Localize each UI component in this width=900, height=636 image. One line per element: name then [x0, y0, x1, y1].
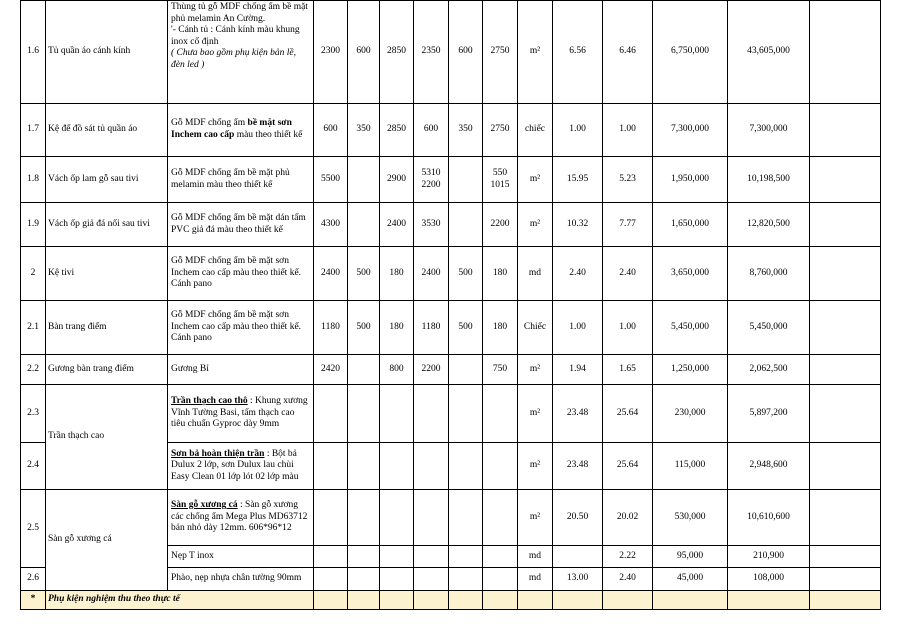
item-name: Gương bàn trang điểm	[46, 355, 168, 385]
notes-cell	[810, 443, 881, 490]
quantity-cell: 10.32	[553, 203, 603, 247]
unit-cell: m²	[518, 385, 553, 443]
dimension-cell: 180	[380, 247, 414, 301]
description-heading: Sơn bả hoàn thiện trần	[171, 448, 265, 459]
dimension-cell	[449, 546, 483, 568]
total-cell: 12,820,500	[728, 203, 810, 247]
dimension-cell	[348, 568, 380, 591]
dimension-cell: 2200	[414, 355, 449, 385]
dimension-cell: 2400	[380, 203, 414, 247]
dimension-cell	[380, 443, 414, 490]
table-row	[21, 385, 881, 443]
notes-cell	[810, 1, 881, 104]
dimension-cell	[348, 203, 380, 247]
footer-cell	[483, 591, 518, 610]
footer-cell	[728, 591, 810, 610]
total-cell: 2,062,500	[728, 355, 810, 385]
dimension-cell	[483, 443, 518, 490]
unit-cell: m²	[518, 203, 553, 247]
total-cell: 210,900	[728, 546, 810, 568]
total-cell: 5,897,200	[728, 385, 810, 443]
dimension-cell	[449, 385, 483, 443]
dimension-cell: 350	[449, 104, 483, 157]
table-row	[21, 157, 881, 203]
unit-cell: m²	[518, 355, 553, 385]
dimension-cell: 350	[348, 104, 380, 157]
dimension-cell: 2350	[414, 1, 449, 104]
table-row	[21, 301, 881, 355]
quantity-cell: 25.64	[603, 443, 653, 490]
item-description	[168, 490, 314, 546]
item-description	[168, 104, 314, 157]
dimension-cell: 2400	[414, 247, 449, 301]
dimension-cell	[483, 385, 518, 443]
table-row	[21, 247, 881, 301]
item-number: 1.7	[21, 104, 46, 157]
item-description: Gỗ MDF chống ẩm bề mặt sơn Inchem cao cấp màu theo thiết kế. Cánh pano	[168, 247, 314, 301]
dimension-cell	[380, 385, 414, 443]
dimension-cell: 2750	[483, 104, 518, 157]
dimension-cell	[483, 490, 518, 546]
dimension-cell: 500	[348, 247, 380, 301]
unit-cell: chiếc	[518, 104, 553, 157]
notes-cell	[810, 546, 881, 568]
unit-cell: Chiếc	[518, 301, 553, 355]
total-cell: 43,605,000	[728, 1, 810, 104]
footer-cell	[553, 591, 603, 610]
total-cell: 5,450,000	[728, 301, 810, 355]
unit-cell: m²	[518, 1, 553, 104]
table-row	[21, 490, 881, 546]
dimension-cell: 600	[314, 104, 348, 157]
footer-cell	[380, 591, 414, 610]
notes-cell	[810, 490, 881, 546]
quantity-cell: 7.77	[603, 203, 653, 247]
footer-cell	[810, 591, 881, 610]
item-name: Vách ốp lam gỗ sau tivi	[46, 157, 168, 203]
notes-cell	[810, 203, 881, 247]
quantity-cell	[553, 546, 603, 568]
dimension-cell	[449, 157, 483, 203]
description-text: màu theo thiết kế	[234, 130, 303, 140]
dimension-cell	[314, 443, 348, 490]
total-cell: 10,198,500	[728, 157, 810, 203]
footer-cell	[449, 591, 483, 610]
description-text: Gỗ MDF chống ẩm	[171, 118, 248, 129]
item-description: Nẹp T inox	[168, 546, 314, 568]
unit-price-cell: 3,650,000	[653, 247, 728, 301]
notes-cell	[810, 157, 881, 203]
footer-row	[21, 591, 881, 610]
table-row	[21, 104, 881, 157]
notes-cell	[810, 104, 881, 157]
dimension-cell	[414, 546, 449, 568]
dimension-cell	[314, 546, 348, 568]
dimension-cell	[348, 443, 380, 490]
table-row	[21, 1, 881, 104]
dimension-cell: 500	[348, 301, 380, 355]
unit-price-cell: 45,000	[653, 568, 728, 591]
item-name: Vách ốp giả đá nối sau tivi	[46, 203, 168, 247]
dimension-cell	[380, 568, 414, 591]
quantity-cell: 1.00	[553, 301, 603, 355]
quantity-cell: 1.00	[553, 104, 603, 157]
notes-cell	[810, 385, 881, 443]
dimension-cell: 180	[483, 301, 518, 355]
unit-price-cell: 95,000	[653, 546, 728, 568]
item-number: 2.6	[21, 568, 46, 591]
table-row	[21, 355, 881, 385]
dimension-cell: 800	[380, 355, 414, 385]
quantity-cell: 23.48	[553, 443, 603, 490]
dimension-cell: 180	[380, 301, 414, 355]
item-name: Bàn trang điểm	[46, 301, 168, 355]
dimension-cell: 2900	[380, 157, 414, 203]
quantity-cell: 25.64	[603, 385, 653, 443]
footer-cell	[518, 591, 553, 610]
quantity-cell: 1.00	[603, 301, 653, 355]
dimension-cell	[314, 385, 348, 443]
unit-price-cell: 115,000	[653, 443, 728, 490]
footer-note: Phụ kiện nghiệm thu theo thực tế	[46, 591, 314, 610]
quotation-table	[20, 0, 881, 610]
dimension-cell	[414, 490, 449, 546]
dimension-cell	[414, 568, 449, 591]
dimension-cell: 1180	[414, 301, 449, 355]
item-description: Gỗ MDF chống ẩm bề mặt phủ melamin màu theo thiết kế	[168, 157, 314, 203]
quantity-cell: 13.00	[553, 568, 603, 591]
item-number: 2.3	[21, 385, 46, 443]
notes-cell	[810, 568, 881, 591]
dimension-cell	[348, 490, 380, 546]
unit-cell: md	[518, 568, 553, 591]
unit-price-cell: 1,950,000	[653, 157, 728, 203]
dimension-cell	[314, 568, 348, 591]
dimension-cell	[414, 157, 449, 203]
notes-cell	[810, 301, 881, 355]
quantity-cell: 1.65	[603, 355, 653, 385]
item-number: 2.5	[21, 490, 46, 568]
unit-price-cell: 5,450,000	[653, 301, 728, 355]
unit-cell: md	[518, 546, 553, 568]
footer-cell	[653, 591, 728, 610]
dimension-line: 5310	[421, 167, 441, 178]
dimension-cell: 2850	[380, 104, 414, 157]
dimension-line: 550	[492, 167, 508, 178]
dimension-cell: 500	[449, 247, 483, 301]
dimension-cell: 2300	[314, 1, 348, 104]
dimension-cell	[449, 203, 483, 247]
quantity-cell: 15.95	[553, 157, 603, 203]
item-description	[168, 385, 314, 443]
dimension-cell	[314, 490, 348, 546]
item-description: Phào, nẹp nhựa chân tường 90mm	[168, 568, 314, 591]
notes-cell	[810, 355, 881, 385]
total-cell: 7,300,000	[728, 104, 810, 157]
dimension-cell	[380, 546, 414, 568]
unit-price-cell: 1,650,000	[653, 203, 728, 247]
dimension-cell	[348, 157, 380, 203]
item-description: Gỗ MDF chống ẩm bề mặt sơn Inchem cao cấp màu theo thiết kế. Cánh pano	[168, 301, 314, 355]
quantity-cell: 5.23	[603, 157, 653, 203]
quantity-cell: 20.50	[553, 490, 603, 546]
quantity-cell: 2.40	[603, 568, 653, 591]
description-line: '- Cánh tủ : Cánh kính màu khung inox cố định	[171, 25, 300, 47]
dimension-line: 1015	[490, 179, 510, 190]
total-cell: 2,948,600	[728, 443, 810, 490]
item-description: Gỗ MDF chống ẩm bề mặt dán tấm PVC giả đá màu theo thiết kế	[168, 203, 314, 247]
footer-cell	[348, 591, 380, 610]
description-heading: Sàn gỗ xương cá	[171, 500, 238, 511]
dimension-cell	[449, 443, 483, 490]
unit-cell: m²	[518, 157, 553, 203]
dimension-cell	[483, 157, 518, 203]
unit-price-cell: 7,300,000	[653, 104, 728, 157]
item-description	[168, 1, 314, 104]
footer-cell	[603, 591, 653, 610]
total-cell: 108,000	[728, 568, 810, 591]
dimension-cell	[449, 490, 483, 546]
item-name: Kệ tivi	[46, 247, 168, 301]
footer-marker: *	[21, 591, 46, 610]
item-number: 1.9	[21, 203, 46, 247]
unit-price-cell: 530,000	[653, 490, 728, 546]
description-heading: Trần thạch cao thô	[171, 396, 248, 407]
item-name: Trần thạch cao	[46, 385, 168, 490]
table-row	[21, 203, 881, 247]
notes-cell	[810, 247, 881, 301]
dimension-cell	[380, 490, 414, 546]
dimension-cell	[348, 385, 380, 443]
dimension-cell: 3530	[414, 203, 449, 247]
quantity-cell: 1.94	[553, 355, 603, 385]
description-line: Thùng tủ gỗ MDF chống ẩm bề mặt phủ melamin An Cường.	[171, 2, 308, 24]
description-text: : Bột bả Dulux 2 lớp, sơn Dulux lau chùi Easy Clean 01 lớp lót 02 lớp màu	[171, 448, 299, 482]
dimension-cell: 2200	[483, 203, 518, 247]
dimension-cell: 1180	[314, 301, 348, 355]
dimension-cell	[414, 385, 449, 443]
dimension-cell: 2750	[483, 1, 518, 104]
quantity-cell: 1.00	[603, 104, 653, 157]
item-number: 1.8	[21, 157, 46, 203]
dimension-cell: 4300	[314, 203, 348, 247]
dimension-cell: 180	[483, 247, 518, 301]
dimension-cell: 600	[348, 1, 380, 104]
dimension-cell	[348, 355, 380, 385]
total-cell: 8,760,000	[728, 247, 810, 301]
dimension-cell: 2850	[380, 1, 414, 104]
dimension-line: 2200	[421, 179, 441, 190]
dimension-cell	[483, 546, 518, 568]
unit-cell: m²	[518, 490, 553, 546]
dimension-cell: 600	[449, 1, 483, 104]
dimension-cell	[449, 568, 483, 591]
unit-cell: md	[518, 247, 553, 301]
dimension-cell: 2400	[314, 247, 348, 301]
item-number: 2.4	[21, 443, 46, 490]
description-note: ( Chưa bao gồm phụ kiện bản lề, đèn led )	[171, 48, 296, 70]
quantity-cell: 2.40	[553, 247, 603, 301]
dimension-cell	[414, 443, 449, 490]
quantity-cell: 6.56	[553, 1, 603, 104]
item-name: Kệ để đồ sát tủ quần áo	[46, 104, 168, 157]
footer-cell	[314, 591, 348, 610]
quantity-cell: 2.22	[603, 546, 653, 568]
item-name: Tủ quần áo cánh kính	[46, 1, 168, 104]
unit-price-cell: 1,250,000	[653, 355, 728, 385]
item-name: Sàn gỗ xương cá	[46, 490, 168, 591]
item-number: 2	[21, 247, 46, 301]
dimension-cell	[348, 546, 380, 568]
description-emphasis: bề mặt sơn Inchem cao cấp	[171, 118, 292, 140]
footer-cell	[414, 591, 449, 610]
dimension-cell	[449, 355, 483, 385]
dimension-cell: 500	[449, 301, 483, 355]
description-text: : Sàn gỗ xương các chống ẩm Mega Plus MD63712 bản nhỏ dày 12mm. 606*96*12	[171, 500, 308, 534]
unit-cell: m²	[518, 443, 553, 490]
dimension-cell: 5500	[314, 157, 348, 203]
description-text: : Khung xương Vĩnh Tường Basi, tấm thạch cao tiêu chuẩn Gyproc dày 9mm	[171, 396, 308, 430]
item-number: 2.1	[21, 301, 46, 355]
dimension-cell: 600	[414, 104, 449, 157]
quantity-cell: 6.46	[603, 1, 653, 104]
item-number: 2.2	[21, 355, 46, 385]
unit-price-cell: 230,000	[653, 385, 728, 443]
total-cell: 10,610,600	[728, 490, 810, 546]
dimension-cell	[483, 568, 518, 591]
item-description: Gương Bỉ	[168, 355, 314, 385]
quantity-cell: 2.40	[603, 247, 653, 301]
unit-price-cell: 6,750,000	[653, 1, 728, 104]
item-number: 1.6	[21, 1, 46, 104]
dimension-cell: 750	[483, 355, 518, 385]
quantity-cell: 23.48	[553, 385, 603, 443]
item-description	[168, 443, 314, 490]
quantity-cell: 20.02	[603, 490, 653, 546]
dimension-cell: 2420	[314, 355, 348, 385]
